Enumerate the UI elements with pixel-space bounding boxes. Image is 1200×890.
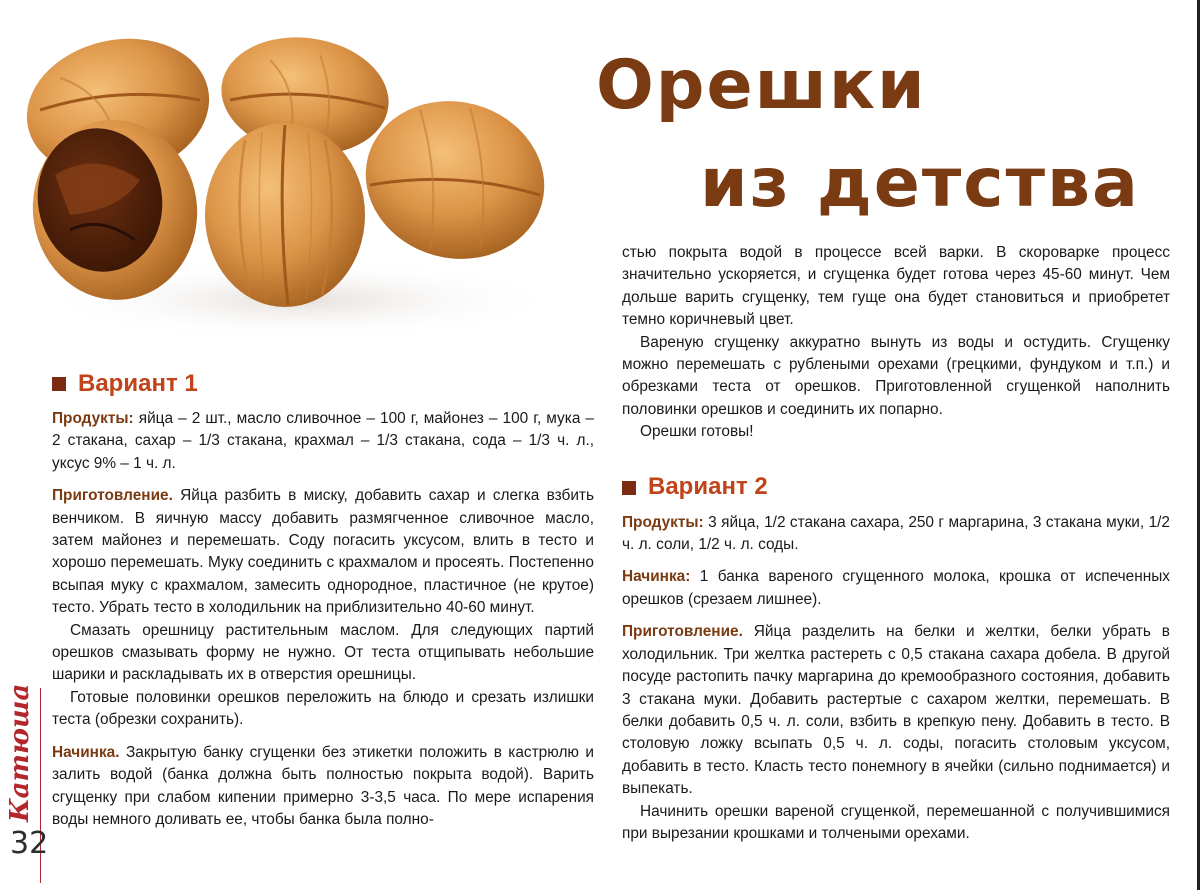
preparation-label: Приготовление. [622,623,743,641]
variant-2-products [622,512,1170,557]
variant-2-filling [622,566,1170,611]
products-text: 3 яйца, 1/2 стакана сахара, 250 г маргарина, 3 стакана муки, 1/2 ч. л. соли, 1/2 ч. л. соды. [622,513,1170,554]
filling-label: Начинка. [52,743,120,761]
variant-1-filling [52,742,594,832]
variant-1-heading [52,368,594,400]
page-number: 32 [10,826,49,861]
magazine-brand [0,683,40,833]
variant-1-continuation-p1: стью покрыта водой в процессе всей варки. В скороварке процесс значительно ускоряется, и сгущенка будет готова через 45-60 минут. Чем дольше варить сгущенку, тем гуще она будет становиться и приобретет темно коричневый цвет. [622,244,1170,329]
products-text: яйца – 2 шт., масло сливочное – 100 г, майонез – 100 г, мука – 2 стакана, сахар – 1/3 стакана, крахмал – 1/3 стакана, сода – 1/3 ч. л., уксус 9% – 1 ч. л. [52,410,594,472]
title-line-1: Орешки [596,46,927,125]
walnut-cookies-photo [0,0,570,370]
square-bullet-icon [622,481,636,495]
variant-1-preparation [52,485,594,619]
filling-label: Начинка: [622,568,691,586]
preparation-text: Яйца разбить в миску, добавить сахар и слегка взбить венчиком. В яичную массу добавить размягченное сливочное масло, затем майонез и перемешать. Соду погасить уксусом, влить в тесто и хорошо перемешать. Муку соединить с крахмалом и просеять. Постепенно всыпая муку с крахмалом, замесить однородное, пластичное (не крутое) тесто. Убрать тесто в холодильник на приблизительно 40-60 минут. [52,487,594,617]
variant-1-preparation-p2: Смазать орешницу растительным маслом. Для следующих партий орешков смазывать форму не нужно. От теста отщипывать небольшие шарики и раскладывать их в отверстия орешницы. [52,621,594,684]
filling-text: 1 банка вареного сгущенного молока, крошка от испеченных орешков (срезаем лишнее). [622,568,1170,608]
filling-text: Закрытую банку сгущенки без этикетки положить в кастрюлю и залить водой (банка должна быть полностью покрыта водой). Варить сгущенку при слабом кипении примерно 3-3,5 часа. По мере испарения воды немного доливать ее, чтобы банка была полно- [52,743,594,828]
variant-1-heading-text: Вариант 1 [78,369,198,397]
left-column [52,368,594,831]
variant-1-products [52,408,594,475]
variant-2-heading-text: Вариант 2 [648,473,768,501]
preparation-label: Приготовление. [52,487,173,505]
products-label: Продукты: [622,513,704,531]
variant-1-continuation-p2: Вареную сгущенку аккуратно вынуть из воды и остудить. Сгущенку можно перемешать с рублеными орехами (грецкими, фундуком и т.п.) и обрезками теста от орешков. Приготовленной сгущенкой наполнить половинки орешков и соединить их попарно. [622,333,1170,418]
brand-logo-text: Катюша [5,683,35,822]
title-line-2: из детства [700,144,1140,223]
products-label: Продукты: [52,410,134,427]
right-column [622,242,1170,845]
variant-1-continuation-p3: Орешки готовы! [640,423,754,441]
preparation-text: Яйца разделить на белки и желтки, белки убрать в холодильник. Три желтка растереть с 0,5 стакана сахара добела. В другой посуде растопить пачку маргарина до кремообразного состояния, добавить 3 стакана муки. Добавить растертые с сахаром желтки, перемешать. В белки добавить 0,5 ч. л. соли, взбить в крепкую пену. Добавить в тесто. В столовую ложку всыпать 0,5 ч. л. соды, погасить столовым уксусом, добавить в тесто. Класть тесто понемногу в ячейки (сильно поднимается) и выпекать. [622,623,1170,798]
variant-2-heading [622,472,1170,504]
cookie-front-center [205,123,365,307]
variant-2-preparation [622,621,1170,800]
variant-1-preparation-p3: Готовые половинки орешков переложить на блюдо и срезать излишки теста (обрезки сохранить). [52,688,594,729]
variant-2-preparation-p2: Начинить орешки вареной сгущенкой, перемешанной с получившимися при вырезании крошками и толчеными орехами. [622,802,1170,842]
square-bullet-icon [52,377,66,391]
